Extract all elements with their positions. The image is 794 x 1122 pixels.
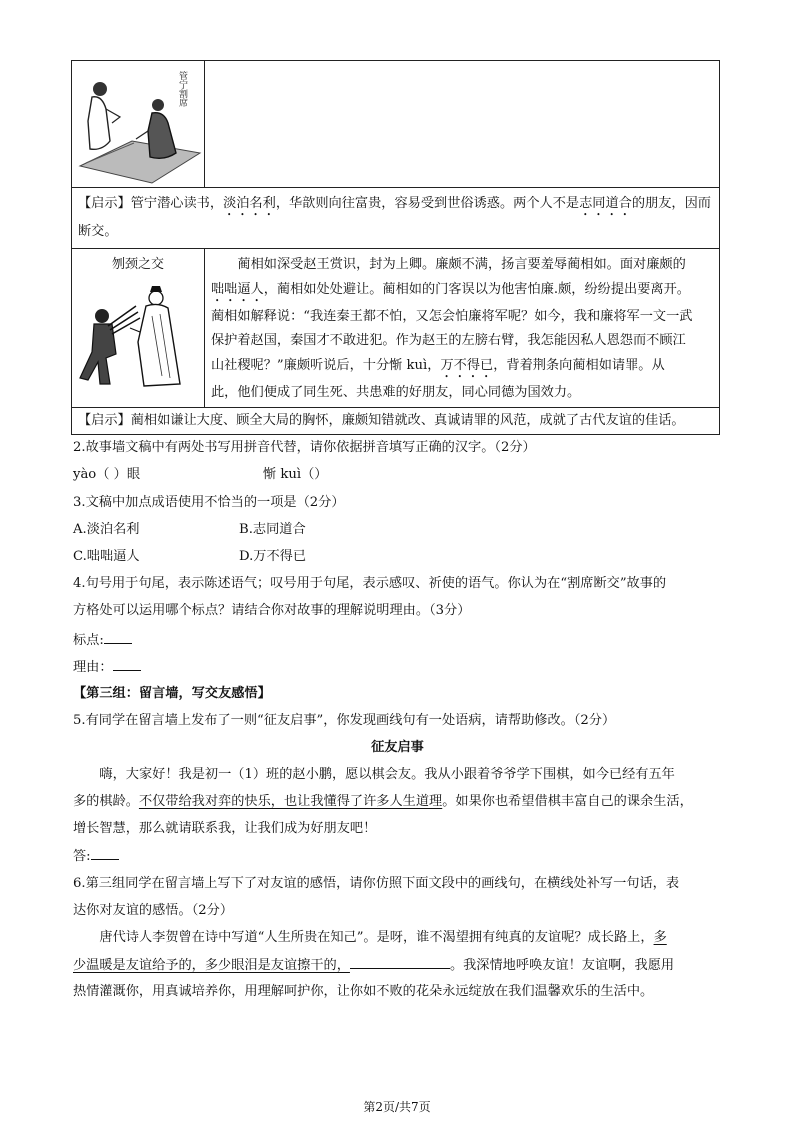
q4-reason: 理由： [73, 657, 722, 679]
table-row-insight-1 [72, 188, 719, 249]
q3-option-d[interactable]: D.万不得已 [239, 549, 307, 564]
q5-answer: 答: [73, 846, 722, 868]
insight-label: 【启示】 [78, 196, 131, 211]
notice-line2: 多的棋龄。不仅带给我对弈的快乐，也让我懂得了许多人生道理。如果你也希望借棋丰富自己的课余生活， [73, 794, 693, 809]
group3-heading: 【第三组：留言墙，写交友感悟】 [73, 686, 271, 701]
dotted-idiom-3: 咄咄逼人 [211, 281, 264, 297]
q6-stem-line1: 6.第三组同学在留言墙上写下了对友谊的感悟，请你仿照下面文段中的画线句，在横线处补写一句话，表 [73, 876, 680, 891]
q6-passage-line2: 少温暖是友谊给予的，多少眼泪是友谊擦干的， 。我深情地呼唤友谊！友谊啊，我愿用 [73, 954, 722, 977]
q3-option-c[interactable]: C.咄咄逼人 [73, 549, 140, 564]
q2-answers [73, 464, 722, 486]
q3-options-row1 [73, 519, 722, 541]
q6-stem-line2: 达你对友谊的感悟。（2分） [73, 903, 234, 918]
guanning-illustration [72, 61, 205, 187]
table-row-insight-2 [72, 408, 719, 434]
q6-fill-blank[interactable] [350, 954, 450, 969]
wenjing-drawing [72, 272, 203, 392]
q4-stem-line2: 方格处可以运用哪个标点？请结合你对故事的理解说明理由。（3分） [73, 603, 471, 618]
dotted-idiom-2: 志同道合 [579, 196, 632, 211]
q6-passage-line3: 热情灌溉你，用真诚培养你，用理解呵护你，让你如不败的花朵永远绽放在我们温馨欢乐的生活中。 [73, 984, 654, 999]
q3-option-b[interactable]: B.志同道合 [239, 522, 306, 537]
insight-label: 【启示】 [78, 413, 131, 428]
dotted-idiom-4: 万不得已 [440, 357, 494, 373]
table-row-wenjing [72, 249, 719, 408]
underlined-sentence: 不仅带给我对弈的快乐，也让我懂得了许多人生道理 [138, 794, 443, 809]
q4-reason-blank[interactable] [113, 658, 141, 671]
notice-title: 征友启事 [371, 740, 424, 755]
q3-stem: 3.文稿中加点成语使用不恰当的一项是（2分） [73, 495, 345, 510]
insight-1-text: 【启示】管宁潜心读书，淡泊名利，华歆则向往富贵，容易受到世俗诱惑。两个人不是志同道合的朋友，因而断交。 [78, 196, 711, 239]
underlined-model-sentence: 少温暖是友谊给予的，多少眼泪是友谊擦干的， [73, 958, 350, 973]
dotted-idiom-1: 淡泊名利 [223, 196, 276, 211]
table-row-guanning [72, 61, 719, 188]
q3-options-row2 [73, 546, 722, 568]
q3-option-a[interactable]: A.淡泊名利 [73, 522, 140, 537]
illustration-inscription: 管宁割席 [177, 71, 187, 107]
notice-line1: 嗨，大家好！我是初一（1）班的赵小鹏，愿以棋会友。我从小跟着爷爷学下围棋，如今已经有五年 [99, 767, 675, 782]
q2-blank-b[interactable]: 惭 kuì（） [263, 467, 328, 482]
wenjing-illustration-cell [72, 249, 205, 407]
q4-punctuation-blank[interactable] [104, 631, 132, 644]
q5-answer-blank[interactable] [91, 847, 119, 860]
q6-passage-line1: 唐代诗人李贺曾在诗中写道“人生所贵在知己”。是呀，谁不渴望拥有纯真的友谊呢？成长路上，多 [99, 930, 667, 945]
q2-stem: 2.故事墙文稿中有两处书写用拼音代替，请你依据拼音填写正确的汉字。（2分） [73, 440, 536, 455]
story-table [71, 60, 720, 435]
q2-blank-a[interactable]: yào（ ）眼 [73, 467, 141, 482]
page-footer: 第2页/共7页 [363, 1100, 431, 1114]
q4-stem-line1: 4.句号用于句尾，表示陈述语气；叹号用于句尾，表示感叹、祈使的语气。你认为在“割席断交”故事的 [73, 576, 667, 591]
illustration-caption: 刎颈之交 [111, 257, 164, 272]
guanning-drawing [72, 61, 203, 186]
insight-2-text: 【启示】蔺相如谦让大度、顾全大局的胸怀，廉颇知错就改、真诚请罪的风范，成就了古代友谊的佳话。 [78, 413, 685, 428]
q5-stem: 5.有同学在留言墙上发布了一则“征友启事”，你发现画线句有一处语病，请帮助修改。（2分） [73, 713, 616, 728]
wenjing-story-text: 蔺相如深受赵王赏识，封为上卿。廉颇不满，扬言要羞辱蔺相如。面对廉颇的 咄咄逼人，蔺相如处处避让。蔺相如的门客误以为他害怕廉.颇，纷纷提出要离开。 蔺相如解释说：“我连秦王都不怕，又怎会怕廉将军呢？如今，我和廉将军一文一武 保护着赵国，秦国才不敢进犯。作为赵王的左膀右臂，我怎能因私人恩怨而不顾江 山社稷呢？”廉颇听说后，十分惭 kuì，万不得已，背着荆条向蔺相如请罪。从 此，他们便成了同生死、共患难的好朋友，同心同德为国效力。 [211, 257, 693, 400]
notice-line3: 增长智慧，那么就请联系我，让我们成为好朋友吧！ [73, 821, 377, 836]
q4-punctuation: 标点: [73, 630, 722, 652]
guanning-story-blank [205, 61, 719, 187]
